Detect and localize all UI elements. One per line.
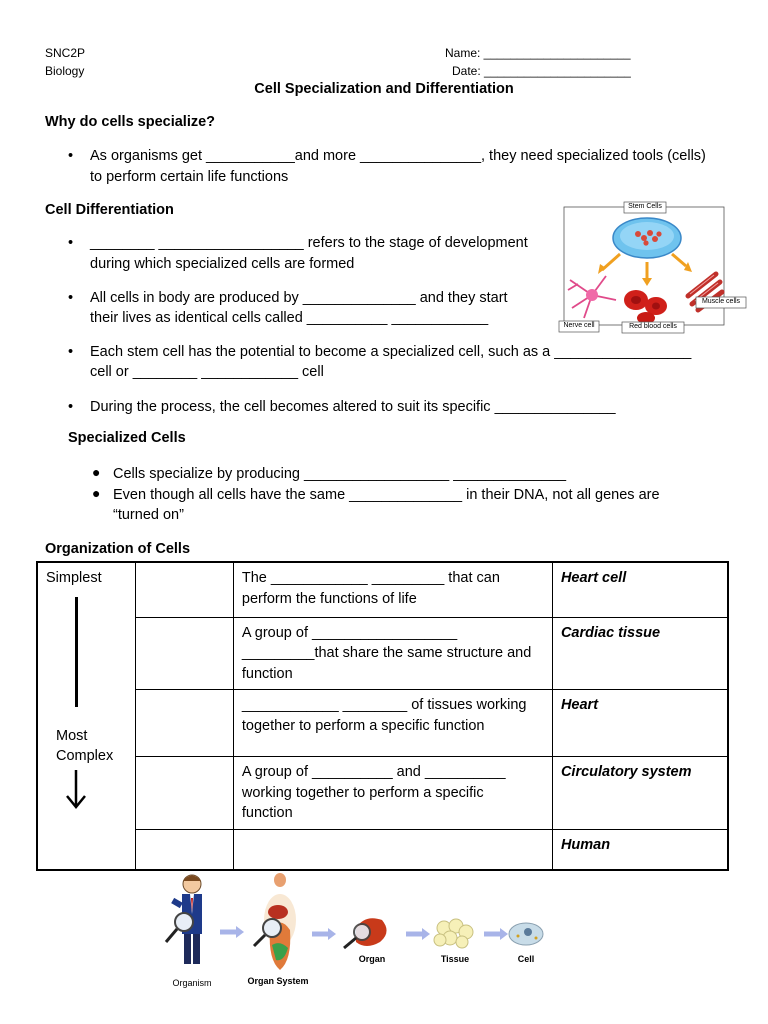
table-row	[37, 562, 728, 617]
table-row	[37, 830, 728, 870]
row2-desc-line1: A group of __________________	[241, 624, 458, 641]
description-cell	[233, 690, 552, 757]
most-label: Most	[56, 728, 88, 744]
organ-system-icon	[254, 873, 296, 970]
stem-cell-illustration	[558, 200, 748, 340]
tissue-icon	[434, 919, 473, 948]
bullet-marker: •	[68, 344, 74, 360]
bullet-marker: •	[68, 399, 74, 415]
row4-desc-line3: function	[241, 805, 293, 821]
page-title: Cell Specialization and Differentiation	[254, 81, 514, 97]
row3-desc-line2: together to perform a specific function	[241, 717, 485, 734]
diff-b1-line2: during which specialized cells are formed	[90, 256, 355, 272]
description-cell	[233, 757, 552, 830]
example-cell: Circulatory system	[552, 757, 728, 830]
why-heading: Why do cells specialize?	[45, 114, 216, 130]
description-cell	[233, 562, 552, 617]
example-cell: Heart	[552, 690, 728, 757]
answer-cell[interactable]	[136, 690, 234, 757]
row2-desc-line3: function	[241, 665, 293, 682]
tissue-label: Tissue	[440, 954, 470, 964]
bullet-marker: •	[68, 148, 74, 164]
spec-d2-line1: Even though all cells have the same ______________ in their DNA, not all genes are	[113, 487, 660, 503]
diff-b1-line1: ________ __________________ refers to the stage of development	[90, 235, 528, 251]
table-row	[37, 690, 728, 757]
cell-icon	[509, 923, 543, 945]
row4-desc-line2: working together to perform a specific	[241, 784, 484, 801]
complexity-line	[75, 597, 78, 707]
table-row	[37, 757, 728, 830]
organization-table	[36, 561, 729, 871]
table-row	[37, 617, 728, 690]
organ-label: Organ	[358, 954, 386, 964]
diff-b2-line1: All cells in body are produced by ______________ and they start	[90, 290, 508, 306]
organism-label: Organism	[172, 978, 212, 988]
complex-label: Complex	[56, 748, 114, 764]
arrow-down-icon	[65, 768, 87, 810]
answer-cell[interactable]	[136, 830, 234, 870]
diff-b3-line2: cell or ________ ____________ cell	[90, 364, 324, 380]
row4-desc-line1: A group of __________ and __________	[241, 764, 506, 780]
hierarchy-figure	[160, 870, 560, 1000]
row3-desc-line1: ____________ ________ of tissues working	[241, 697, 527, 713]
stem-cell-diagram	[558, 200, 748, 340]
organ-system-label: Organ System	[247, 976, 309, 986]
stem-cells-label: Stem Cells	[628, 203, 662, 210]
why-bullet-line2: to perform certain life functions	[90, 169, 289, 185]
red-blood-cells-label: Red blood cells	[629, 323, 677, 330]
cell-label: Cell	[517, 954, 535, 964]
course-code: SNC2P	[45, 46, 86, 60]
diff-b2-line2: their lives as identical cells called __________ ____________	[90, 310, 489, 326]
complexity-column	[37, 562, 136, 870]
bullet-marker: •	[68, 235, 74, 251]
bullet-marker: ●	[92, 485, 101, 501]
row2-desc-line2: _________that share the same structure and	[241, 645, 532, 661]
description-cell	[233, 617, 552, 690]
organ-icon	[344, 918, 387, 948]
example-cell: Cardiac tissue	[552, 617, 728, 690]
bullet-marker: •	[68, 290, 74, 306]
example-cell: Heart cell	[552, 562, 728, 617]
diff-b4-line1: During the process, the cell becomes altered to suit its specific _______________	[90, 399, 616, 415]
diff-b3-line1: Each stem cell has the potential to become a specialized cell, such as a _________________	[90, 344, 692, 360]
spec-d1: Cells specialize by producing __________________ ______________	[113, 466, 567, 482]
date-field: Date: ______________________	[452, 64, 631, 78]
row1-desc-line1: The ____________ _________ that can	[241, 570, 500, 586]
organization-heading: Organization of Cells	[45, 541, 191, 557]
answer-cell[interactable]	[136, 562, 234, 617]
differentiation-heading: Cell Differentiation	[45, 202, 174, 218]
name-field: Name: ______________________	[445, 46, 631, 60]
nerve-cell-label: Nerve cell	[563, 322, 595, 329]
answer-cell[interactable]	[136, 757, 234, 830]
example-cell: Human	[552, 830, 728, 870]
description-cell[interactable]	[233, 830, 552, 870]
why-bullet-line1: As organisms get ___________and more _______________, they need specialized tools (cells)	[90, 148, 706, 164]
muscle-cells-label: Muscle cells	[701, 298, 741, 305]
specialized-heading: Specialized Cells	[68, 430, 186, 446]
organism-icon	[166, 875, 202, 964]
answer-cell[interactable]	[136, 617, 234, 690]
spec-d2-line2: “turned on”	[113, 507, 184, 523]
simplest-label: Simplest	[46, 570, 102, 586]
bullet-marker: ●	[92, 464, 101, 480]
subject: Biology	[45, 64, 85, 78]
row1-desc-line2: perform the functions of life	[241, 590, 417, 607]
